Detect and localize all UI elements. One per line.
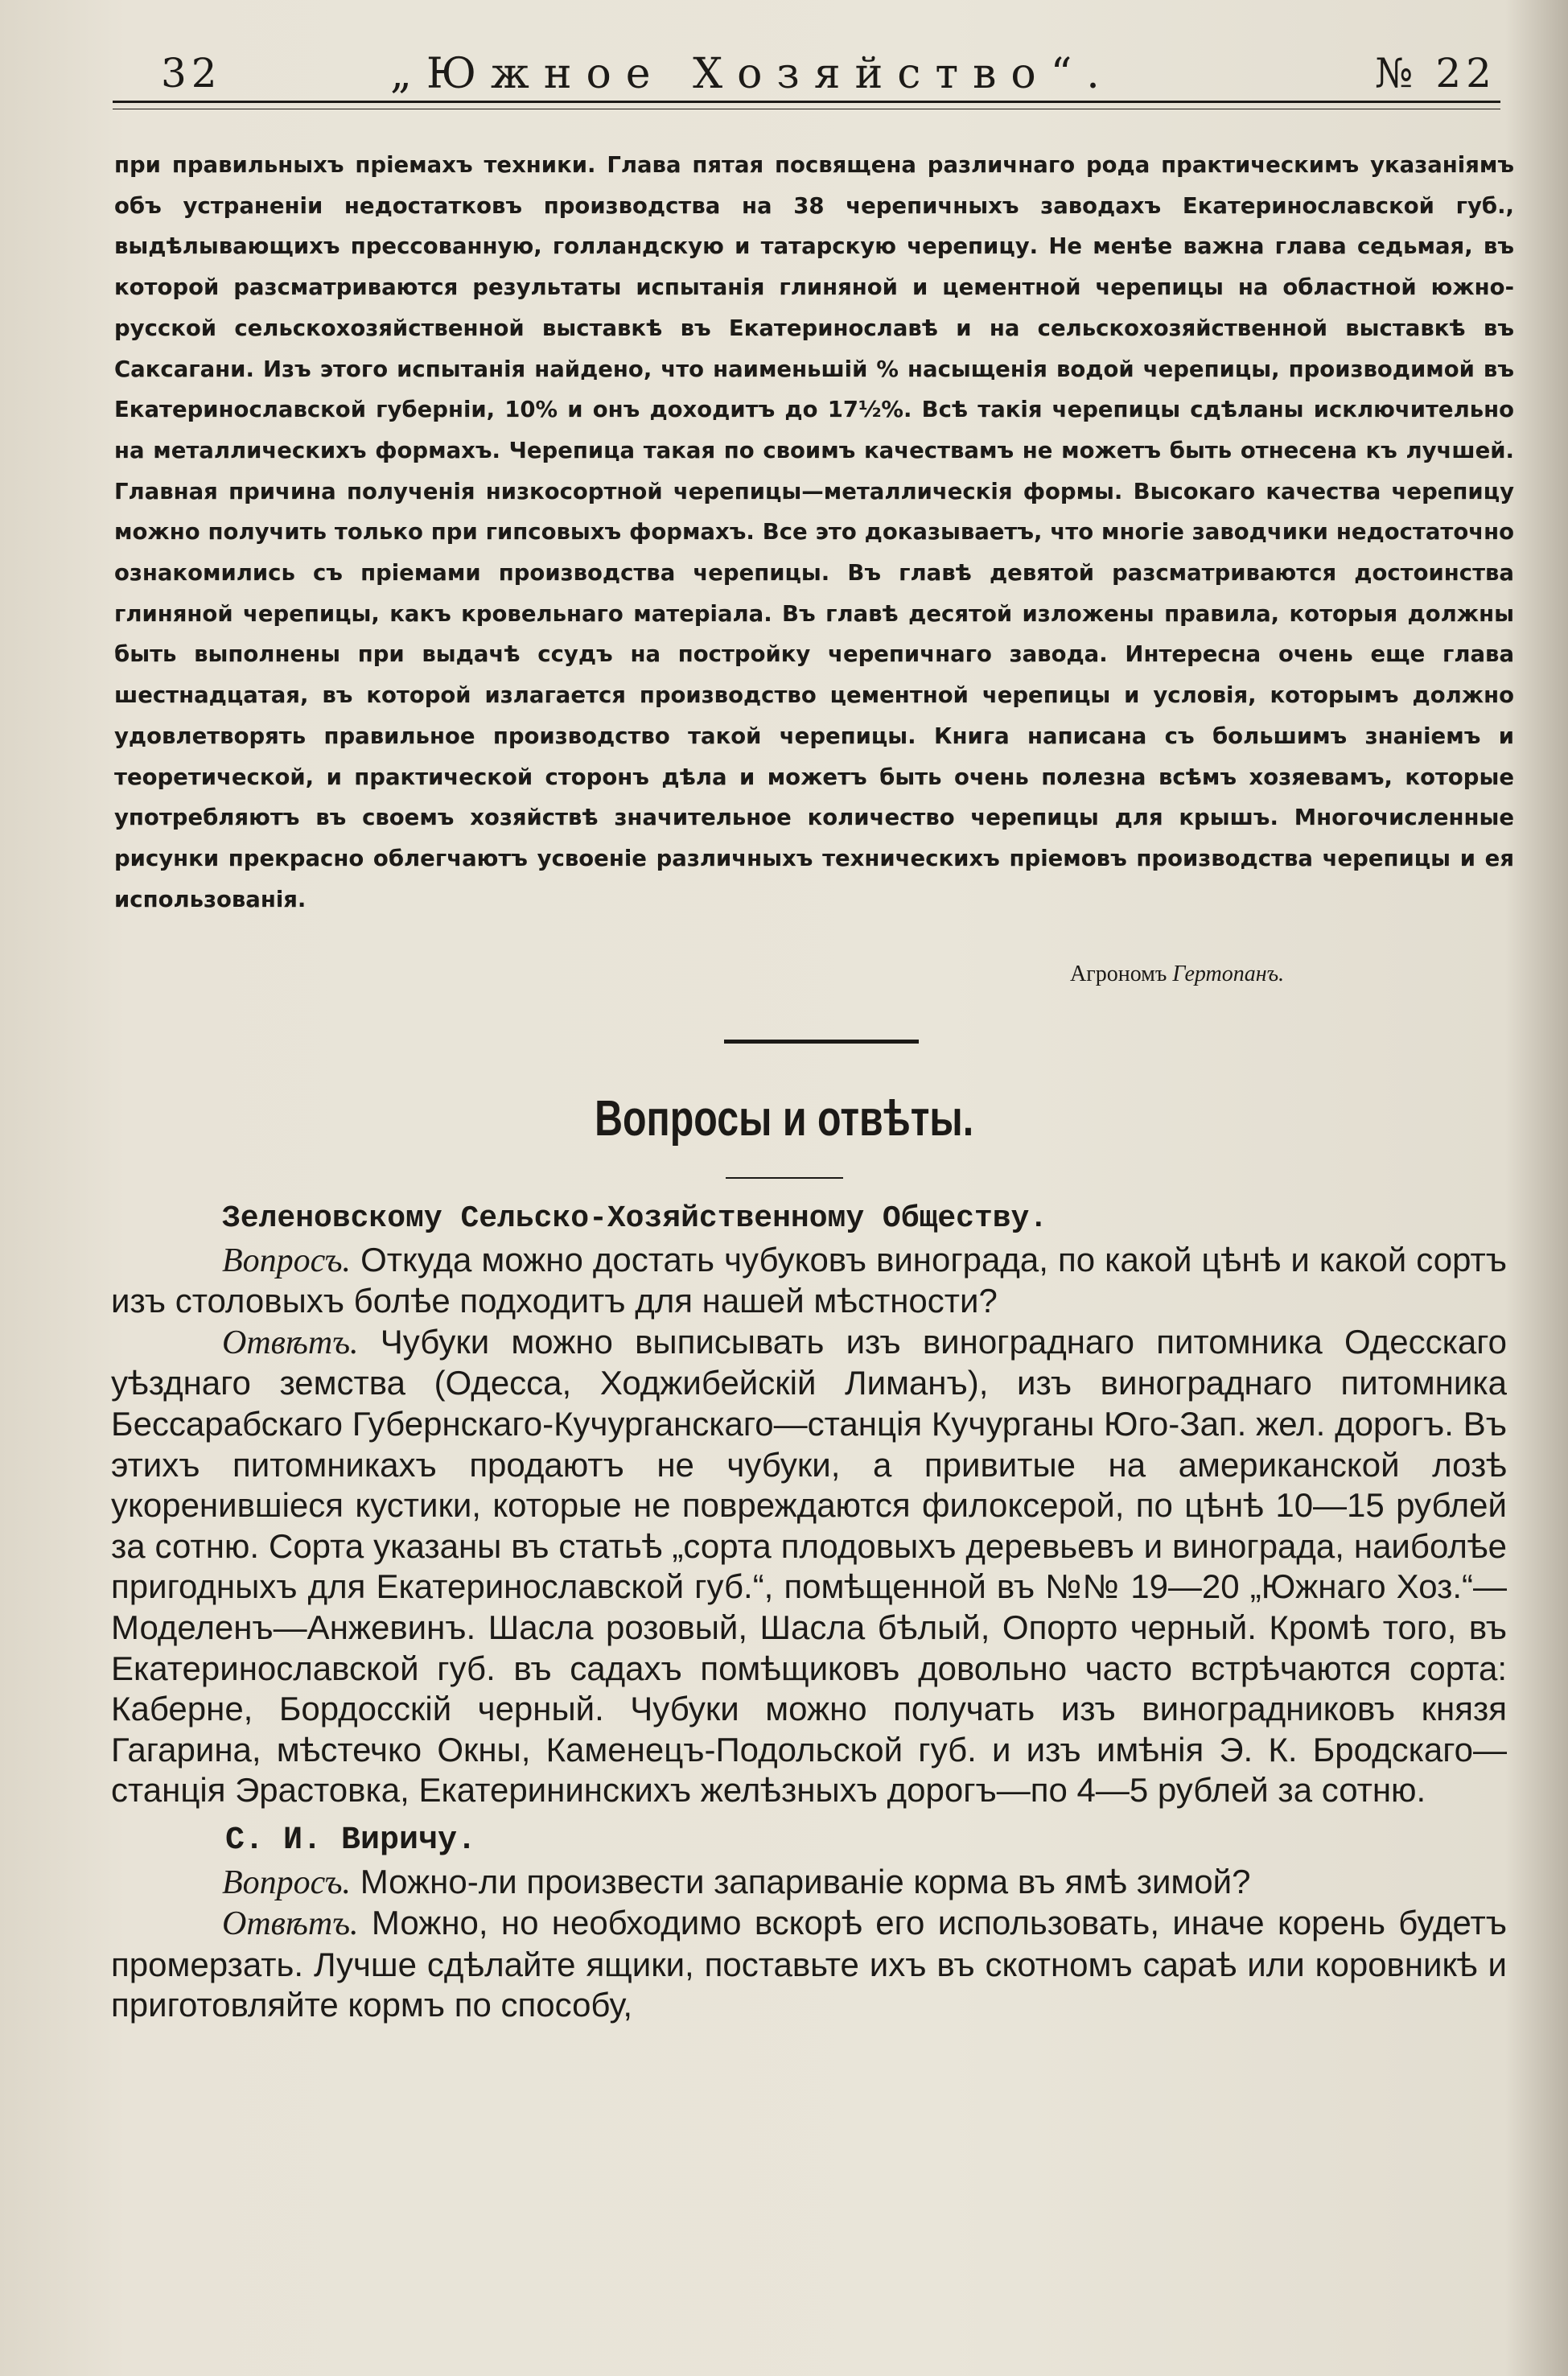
- answer-text: Можно, но необходимо вскорѣ его использовать, иначе корень будетъ промерзать. Лучше сдѣлайте ящики, поставьте ихъ въ скотномъ сараѣ или коровникѣ и приготовляйте кормъ по способу,: [111, 1904, 1508, 2024]
- running-header: [113, 50, 1496, 108]
- section-divider: [724, 1040, 919, 1044]
- page-number: 32: [161, 50, 222, 97]
- signature-name: Гертопанъ.: [1172, 962, 1285, 986]
- answer-text: Чубуки можно выписывать изъ винограднаго питомника Одесскаго уѣзднаго земства (Одесса, Ходжибейскій Лиманъ), изъ винограднаго питомника Бессарабскаго Губернскаго-Кучурганскаго—станція Кучурганы Юго-Зап. жел. дорогъ. Въ этихъ питомникахъ продаютъ не чубуки, а привитые на американской лозѣ укоренившіеся кустики, которые не повреждаются филоксерой, по цѣнѣ 10—15 рублей за сотню. Сорта указаны въ статьѣ „сорта плодовыхъ деревьевъ и винограда, наиболѣе пригодныхъ для Екатеринославской губ.“, помѣщенной въ №№ 19—20 „Южнаго Хоз.“—Моделенъ—Анжевинъ. Шасла розовый, Шасла бѣлый, Опорто черный. Кромѣ того, въ Екатеринославской губ. въ садахъ помѣщиковъ довольно часто встрѣчаются сорта: Каберне, Бордосскій черный. Чубуки можно получать изъ виноградниковъ князя Гагарина, мѣстечко Окны, Каменецъ-Подольской губ. и изъ имѣнія Э. К. Бродскаго—станція Эрастовка, Екатерининскихъ желѣзныхъ дорогъ—по 4—5 рублей за сотню.: [111, 1322, 1508, 1810]
- issue-number: № 22: [1375, 50, 1496, 97]
- journal-title: „Южное Хозяйство“.: [390, 50, 1114, 98]
- qa-addressee: Зеленовскому Сельско-Хозяйственному Обществу.: [222, 1201, 1048, 1236]
- question-text: Можно-ли произвести запариваніе корма въ ямѣ зимой?: [360, 1862, 1251, 1900]
- header-rule: [113, 101, 1500, 109]
- qa-answer: [111, 1322, 1507, 1811]
- answer-label: Отвѣтъ.: [222, 1324, 359, 1361]
- qa-section: [111, 1199, 1507, 2026]
- section-title: Вопросы и отвѣты.: [595, 1091, 974, 1147]
- signature: [1070, 962, 1284, 987]
- question-label: Вопросъ.: [222, 1242, 352, 1279]
- qa-question: [111, 1862, 1507, 1904]
- qa-answer: [111, 1903, 1507, 2026]
- question-label: Вопросъ.: [222, 1863, 352, 1901]
- signature-role: Агрономъ: [1070, 962, 1167, 986]
- title-underline: [726, 1177, 843, 1179]
- review-paragraph: при правильныхъ пріемахъ техники. Глава пятая посвящена различнаго рода практическимъ указаніямъ объ устраненіи недостатковъ производства на 38 черепичныхъ заводахъ Екатеринославской губ., выдѣлывающихъ прессованную, голландскую и татарскую черепицу. Не менѣе важна глава седьмая, въ которой разсматриваются результаты испытанія глиняной и цементной черепицы на областной южно-русской сельскохозяйственной выставкѣ въ Екатеринославѣ и на сельскохозяйственной выставкѣ въ Саксагани. Изъ этого испытанія найдено, что наименьшій % насыщенія водой черепицы, производимой въ Екатеринославской губерніи, 10% и онъ доходитъ до 17½%. Всѣ такія черепицы сдѣланы исключительно на металлическихъ формахъ. Черепица такая по своимъ качествамъ не можетъ быть отнесена къ лучшей. Главная причина полученія низкосортной черепицы—металлическія формы. Высокаго качества черепицу можно получить только при гипсовыхъ формахъ. Все это доказываетъ, что многіе заводчики недостаточно ознакомились съ пріемами производства черепицы. Въ главѣ девятой разсматриваются достоинства глиняной черепицы, какъ кровельнаго матеріала. Въ главѣ десятой изложены правила, которыя должны быть выполнены при выдачѣ ссудъ на постройку черепичнаго завода. Интересна очень еще глава шестнадцатая, въ которой излагается производство цементной черепицы и условія, которымъ должно удовлетворять правильное производство такой черепицы. Книга написана съ большимъ знаніемъ и теоретической, и практической сторонъ дѣла и можетъ быть очень полезна всѣмъ хозяевамъ, которые употребляютъ въ своемъ хозяйствѣ значительное количество черепицы для крышъ. Многочисленные рисунки прекрасно облегчаютъ усвоеніе различныхъ техническихъ пріемовъ производства черепицы и ея использованія.: [114, 152, 1514, 912]
- qa-addressee: С. И. Виричу.: [225, 1822, 477, 1859]
- qa-question: [111, 1240, 1507, 1322]
- answer-label: Отвѣтъ.: [222, 1905, 359, 1943]
- question-text: Откуда можно достать чубуковъ винограда, по какой цѣнѣ и какой сортъ изъ столовыхъ болѣе подходитъ для нашей мѣстности?: [111, 1240, 1507, 1320]
